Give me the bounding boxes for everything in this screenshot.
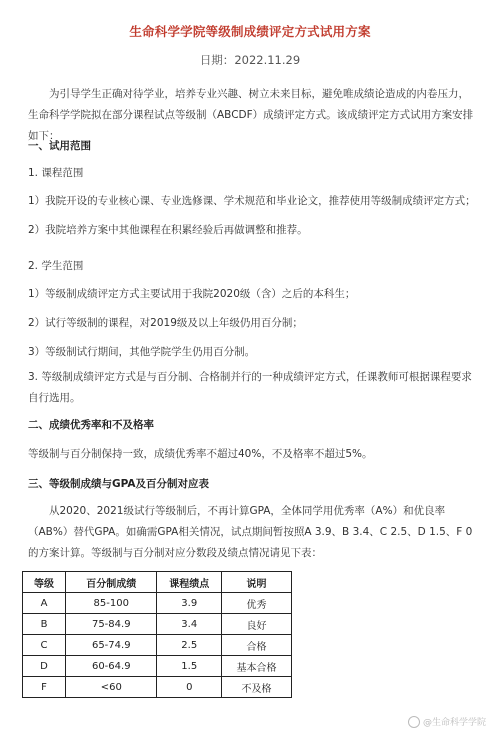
section2-text: 等级制与百分制保持一致，成绩优秀率不超过40%，不及格率不超过5%。 [28,448,373,460]
cell-gpa: 1.5 [157,656,222,677]
table-row [23,677,292,698]
cell-percent: <60 [66,677,157,698]
table-row [23,593,292,614]
watermark-text: @生命科学学院 [422,718,486,728]
header-percent: 百分制成绩 [66,572,157,593]
document-date [0,52,500,68]
section1-sub1: 1. 课程范围 [28,167,84,179]
cell-note: 优秀 [222,593,292,614]
grade-table [22,571,292,698]
section1-sub2-item-2: 2）试行等级制的课程，对2019级及以上年级仍用百分制； [28,317,303,329]
section1-sub1-item-2: 2）我院培养方案中其他课程在积累经验后再做调整和推荐。 [28,224,308,236]
section1-sub2-item-3: 3）等级制试行期间，其他学院学生仍用百分制。 [28,346,256,358]
table-header-row [23,572,292,593]
cell-gpa: 2.5 [157,635,222,656]
cell-grade: C [23,635,66,656]
table-row [23,635,292,656]
cell-gpa: 0 [157,677,222,698]
section1-heading: 一、试用范围 [28,140,91,152]
cell-note: 良好 [222,614,292,635]
cell-grade: F [23,677,66,698]
cell-grade: B [23,614,66,635]
weibo-icon [408,716,420,728]
cell-gpa: 3.4 [157,614,222,635]
date-label: 日期： [199,53,235,67]
section1-sub2: 2. 学生范围 [28,260,84,272]
cell-percent: 85-100 [66,593,157,614]
date-value: 2022.11.29 [234,53,301,67]
header-note: 说明 [222,572,292,593]
table-row [23,614,292,635]
table-row [23,656,292,677]
cell-percent: 65-74.9 [66,635,157,656]
section1-sub3: 3. 等级制成绩评定方式是与百分制、合格制并行的一种成绩评定方式，任课教师可根据课程要求自行选用。 [28,371,472,404]
cell-note: 基本合格 [222,656,292,677]
cell-gpa: 3.9 [157,593,222,614]
cell-percent: 75-84.9 [66,614,157,635]
cell-percent: 60-64.9 [66,656,157,677]
header-gpa: 课程绩点 [157,572,222,593]
cell-grade: A [23,593,66,614]
header-grade: 等级 [23,572,66,593]
cell-note: 不及格 [222,677,292,698]
section3-text: 从2020、2021级试行等级制后，不再计算GPA，全体同学用优秀率（A%）和优良率（AB%）替代GPA。如确需GPA相关情况，试点期间暂按照A 3.9、B 3.4、C 2.5、D 1.5、F 0 的方案计算。等级制与百分制对应分数段及绩点情况请见下表： [28,505,473,559]
section1-sub1-item-1: 1）我院开设的专业核心课、专业选修课、学术规范和毕业论文，推荐使用等级制成绩评定方式； [28,195,476,207]
section1-sub2-item-1: 1）等级制成绩评定方式主要试用于我院2020级（含）之后的本科生； [28,288,356,300]
document-title: 生命科学学院等级制成绩评定方式试用方案 [129,24,371,39]
section3-heading: 三、等级制成绩与GPA及百分制对应表 [28,478,209,490]
watermark [408,715,486,728]
intro-paragraph: 为引导学生正确对待学业，培养专业兴趣、树立未来目标，避免唯成绩论造成的内卷压力，生命科学学院拟在部分课程试点等级制（ABCDF）成绩评定方式。该成绩评定方式试用方案安排如下： [28,88,474,142]
cell-grade: D [23,656,66,677]
section2-heading: 二、成绩优秀率和不及格率 [28,419,154,431]
cell-note: 合格 [222,635,292,656]
